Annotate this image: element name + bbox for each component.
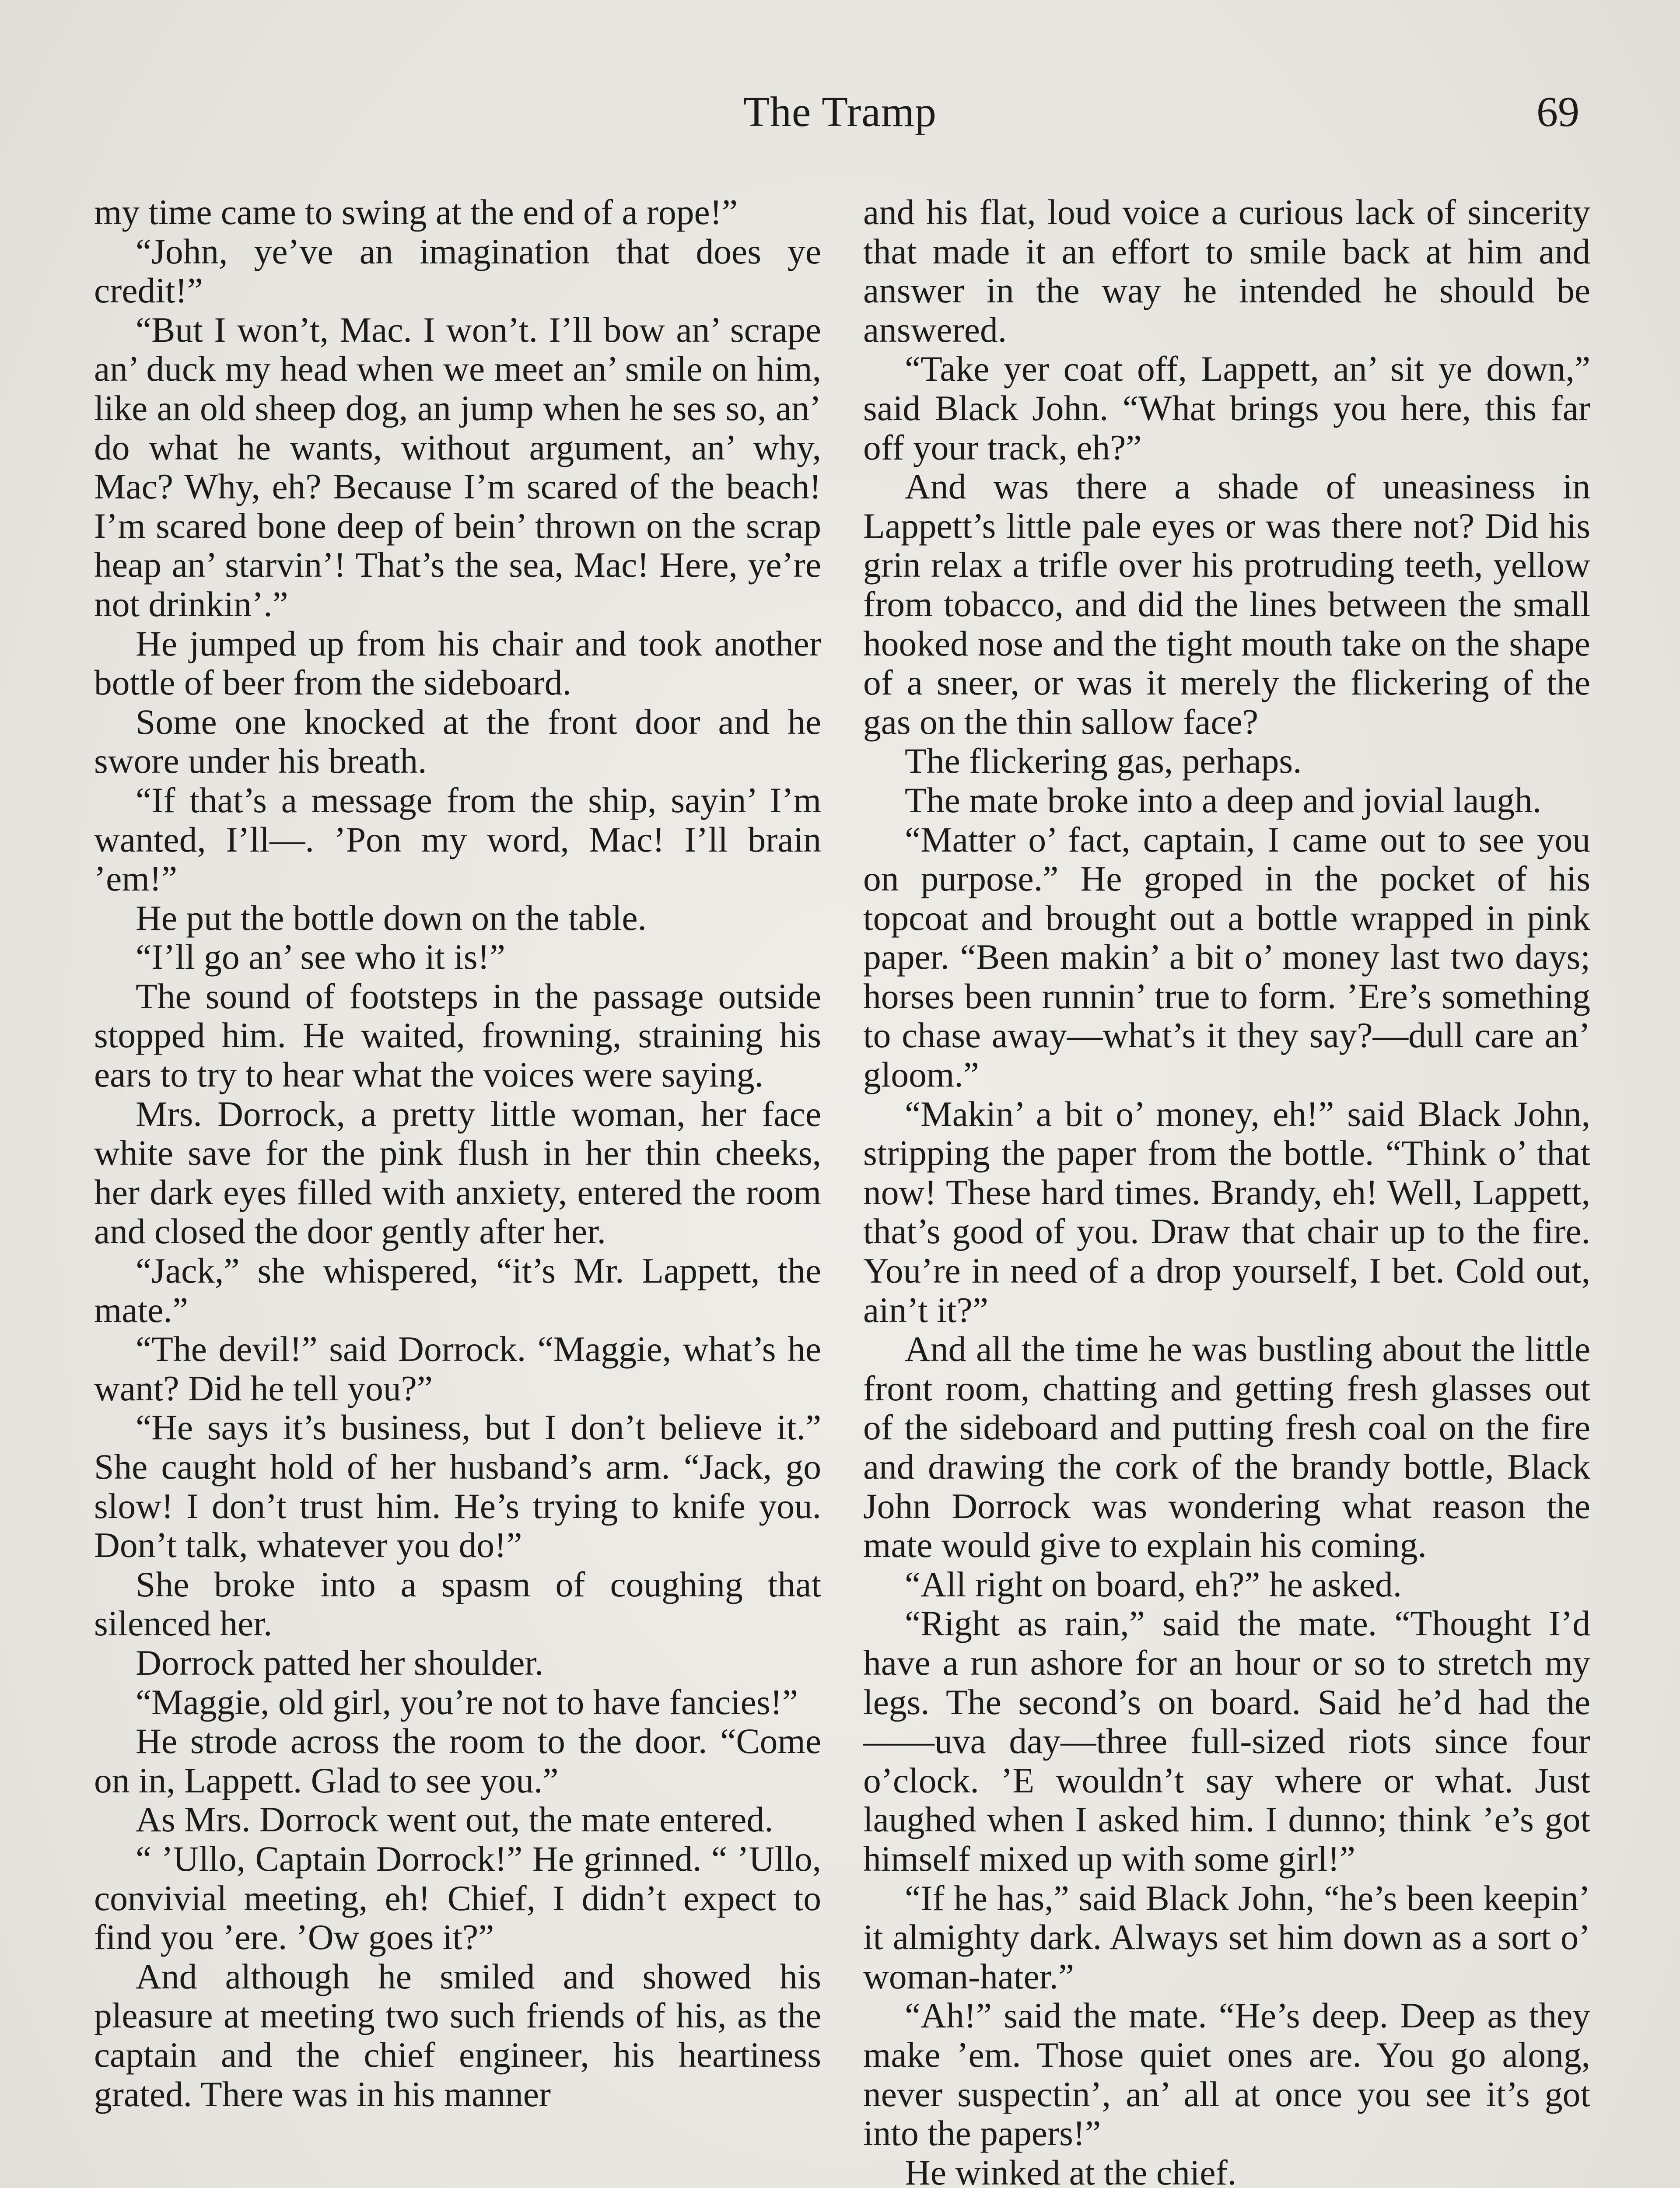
paragraph: “Makin’ a bit o’ money, eh!” said Black John, stripping the paper from the bottle. “Think o’ that now! These hard times. Brandy, eh! Well, Lappett, that’s good of you. Draw that chair up to the fire. You’re in need of a drop yourself, I bet. Cold out, ain’t it?” xyxy=(863,1094,1590,1330)
paragraph: And although he smiled and showed his pleasure at meeting two such friends of his, as the captain and the chief engineer, his heartiness grated. There was in his manner xyxy=(94,1956,821,2114)
paragraph: “Take yer coat off, Lappett, an’ sit ye down,” said Black John. “What brings you here, this far off your track, eh?” xyxy=(863,349,1590,467)
paragraph: “Matter o’ fact, captain, I came out to see you on purpose.” He groped in the pocket of his topcoat and brought out a bottle wrapped in pink paper. “Been makin’ a bit o’ money last two days; horses been runnin’ true to form. ’Ere’s something to chase away—what’s it they say?—dull care an’ gloom.” xyxy=(863,819,1590,1095)
paragraph: The sound of footsteps in the passage outside stopped him. He waited, frowning, straining his ears to try to hear what the voices were saying. xyxy=(94,976,821,1095)
running-title: The Tramp xyxy=(743,88,937,136)
paragraph: The flickering gas, perhaps. xyxy=(905,741,1302,781)
paragraph: He strode across the room to the door. “Come on in, Lappett. Glad to see you.” xyxy=(94,1721,821,1800)
paragraph: “Ah!” said the mate. “He’s deep. Deep as they make ’em. Those quiet ones are. You go along, never suspectin’, an’ all at once you see it’s got into the papers!” xyxy=(863,1995,1590,2153)
paragraph: “Jack,” she whispered, “it’s Mr. Lappett, the mate.” xyxy=(94,1251,821,1330)
paragraph: “ ’Ullo, Captain Dorrock!” He grinned. “ ’Ullo, convivial meeting, eh! Chief, I didn’t expect to find you ’ere. ’Ow goes it?” xyxy=(94,1838,821,1957)
page-number: 69 xyxy=(1536,88,1579,136)
paragraph: The mate broke into a deep and jovial laugh. xyxy=(905,780,1542,820)
paragraph: “Maggie, old girl, you’re not to have fancies!” xyxy=(136,1682,798,1722)
paragraph: “John, ye’ve an imagination that does ye credit!” xyxy=(94,231,821,311)
right-column xyxy=(863,193,1590,2188)
paragraph: Dorrock patted her shoulder. xyxy=(136,1642,544,1683)
paragraph: He jumped up from his chair and took another bottle of beer from the sideboard. xyxy=(94,623,821,703)
paragraph: Mrs. Dorrock, a pretty little woman, her face white save for the pink flush in her thin cheeks, her dark eyes filled with anxiety, entered the room and closed the door gently after her. xyxy=(94,1094,821,1252)
paragraph: And all the time he was bustling about the little front room, chatting and getting fresh glasses out of the sideboard and putting fresh coal on the fire and drawing the cork of the brandy bottle, Black John Dorrock was wondering what reason the mate would give to explain his coming. xyxy=(863,1329,1590,1565)
paragraph: “Right as rain,” said the mate. “Thought I’d have a run ashore for an hour or so to stretch my legs. The second’s on board. Said he’d had the ——uva day—three full-sized riots since four o’clock. ’E wouldn’t say where or what. Just laughed when I asked him. I dunno; think ’e’s got himself mixed up with some girl!” xyxy=(863,1603,1590,1879)
paragraph: “But I won’t, Mac. I won’t. I’ll bow an’ scrape an’ duck my head when we meet an’ smile on him, like an old sheep dog, an jump when he ses so, an’ do what he wants, without argument, an’ why, Mac? Why, eh? Because I’m scared of the beach! I’m scared bone deep of bein’ thrown on the scrap heap an’ starvin’! That’s the sea, Mac! Here, ye’re not drinkin’.” xyxy=(94,309,821,624)
paragraph: “The devil!” said Dorrock. “Maggie, what’s he want? Did he tell you?” xyxy=(94,1329,821,1408)
paragraph: Some one knocked at the front door and he swore under his breath. xyxy=(94,701,821,781)
paragraph: He winked at the chief. xyxy=(905,2152,1237,2188)
paragraph: And was there a shade of uneasiness in Lappett’s little pale eyes or was there not? Did his grin relax a trifle over his protruding teeth, yellow from tobacco, and did the lines between the small hooked nose and the tight mouth take on the shape of a sneer, or was it merely the flickering of the gas on the thin sallow face? xyxy=(863,466,1590,742)
left-column xyxy=(94,193,821,2114)
paragraph: “All right on board, eh?” he asked. xyxy=(905,1564,1402,1604)
paragraph: my time came to swing at the end of a rope!” xyxy=(94,192,738,232)
paragraph: “If he has,” said Black John, “he’s been keepin’ it almighty dark. Always set him down as a sort o’ woman-hater.” xyxy=(863,1878,1590,1996)
paragraph: “I’ll go an’ see who it is!” xyxy=(136,937,505,977)
paragraph: “If that’s a message from the ship, sayin’ I’m wanted, I’ll—. ’Pon my word, Mac! I’ll brain ’em!” xyxy=(94,780,821,899)
paragraph: He put the bottle down on the table. xyxy=(136,898,647,938)
paragraph: As Mrs. Dorrock went out, the mate entered. xyxy=(136,1799,774,1840)
paragraph: “He says it’s business, but I don’t believe it.” She caught hold of her husband’s arm. “Jack, go slow! I don’t trust him. He’s trying to knife you. Don’t talk, whatever you do!” xyxy=(94,1407,821,1565)
paragraph: She broke into a spasm of coughing that silenced her. xyxy=(94,1564,821,1644)
running-header xyxy=(0,88,1680,153)
paragraph: and his flat, loud voice a curious lack of sincerity that made it an effort to smile back at him and answer in the way he intended he should be answered. xyxy=(863,192,1590,350)
